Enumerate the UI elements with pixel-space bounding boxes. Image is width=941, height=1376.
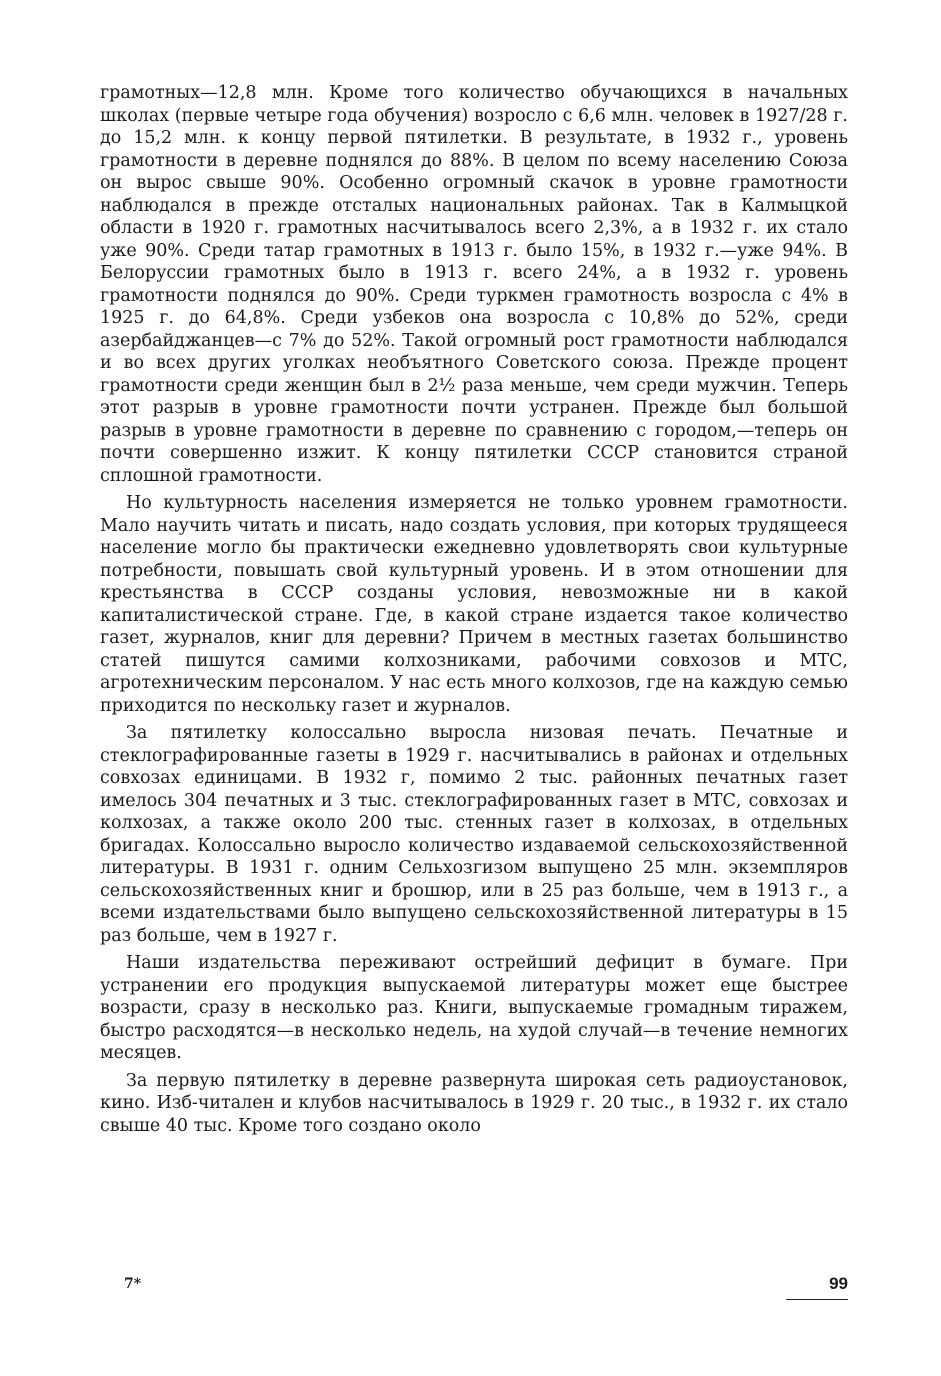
paragraph-radio: За первую пятилетку в деревне развернута широкая сеть радиоустановок, кино. Изб-читален и клубов насчитывалось в 1929 г. 20 тыс., в 1932 г. их стало свыше 40 тыс. Кроме того создано около — [100, 1070, 848, 1136]
paragraph-press: За пятилетку колоссально выросла низовая печать. Печатные и стеклографированные газеты в 1929 г. насчитывались в районах и отдельных совхозах единицами. В 1932 г, помимо 2 тыс. районных печатных газет имелось 304 печатных и 3 тыс. стеклографированных газет в МТС, совхозах и колхозах, а также около 200 тыс. стенных газет в колхозах, в отдельных бригадах. Колоссально выросло количество издаваемой сельскохозяйственной литературы. В 1931 г. одним Сельхозгизом выпущено 25 млн. экземпляров сельскохозяйственных книг и брошюр, или в 25 раз больше, чем в 1913 г., а всеми издательствами было выпущено сельскохозяйственной литературы в 15 раз больше, чем в 1927 г. — [100, 723, 848, 946]
page-number: 99 — [829, 1274, 848, 1293]
page-number-rule — [786, 1299, 848, 1300]
page-body — [100, 82, 848, 1137]
paragraph-publishing: Наши издательства переживают острейший дефицит в бумаге. При устранении его продукция выпускаемой литературы может еще быстрее возрасти, сразу в несколько раз. Книги, выпускаемые громадным тиражем, быстро расходятся—в несколько недель, на худой случай—в течение немногих месяцев. — [100, 953, 848, 1063]
paragraph-culture: Но культурность населения измеряется не только уровнем грамотности. Мало научить читать и писать, надо создать условия, при которых трудящееся население могло бы практически ежедневно удовлетворять свои культурные потребности, повышать свой культурный уровень. И в этом отношении для крестьянства в СССР созданы условия, невозможные ни в какой капиталистической стране. Где, в какой стране издается такое количество газет, журналов, книг для деревни? Причем в местных газетах большинство статей пишутся самими колхозниками, рабочими совхозов и МТС, агротехническим персоналом. У нас есть много колхозов, где на каждую семью приходится по нескольку газет и журналов. — [100, 493, 848, 716]
paragraph-literacy: грамотных—12,8 млн. Кроме того количество обучающихся в начальных школах (первые четыре года обучения) возросло с 6,6 млн. человек в 1927/28 г. до 15,2 млн. к концу первой пятилетки. В результате, в 1932 г., уровень грамотности в деревне поднялся до 88%. В целом по всему населению Союза он вырос свыше 90%. Особенно огромный скачок в уровне грамотности наблюдался в прежде отсталых национальных районах. Так в Калмыцкой области в 1920 г. грамотных насчитывалось всего 2,3%, а в 1932 г. их стало уже 90%. Среди татар грамотных в 1913 г. было 15%, в 1932 г.—уже 94%. В Белоруссии грамотных было в 1913 г. всего 24%, а в 1932 г. уровень грамотности поднялся до 90%. Среди туркмен грамотность возросла с 4% в 1925 г. до 64,8%. Среди узбеков она возросла с 10,8% до 52%, среди азербайджанцев—с 7% до 52%. Такой огромный рост грамотности наблюдался и во всех других уголках необъятного Советского союза. Прежде процент грамотности среди женщин был в 2½ раза меньше, чем среди мужчин. Теперь этот разрыв в уровне грамотности почти устранен. Прежде был большой разрыв в уровне грамотности в деревне по сравнению с городом,—теперь он почти совершенно изжит. К концу пятилетки СССР становится страной сплошной грамотности. — [100, 83, 848, 486]
signature-mark: 7* — [124, 1276, 142, 1292]
